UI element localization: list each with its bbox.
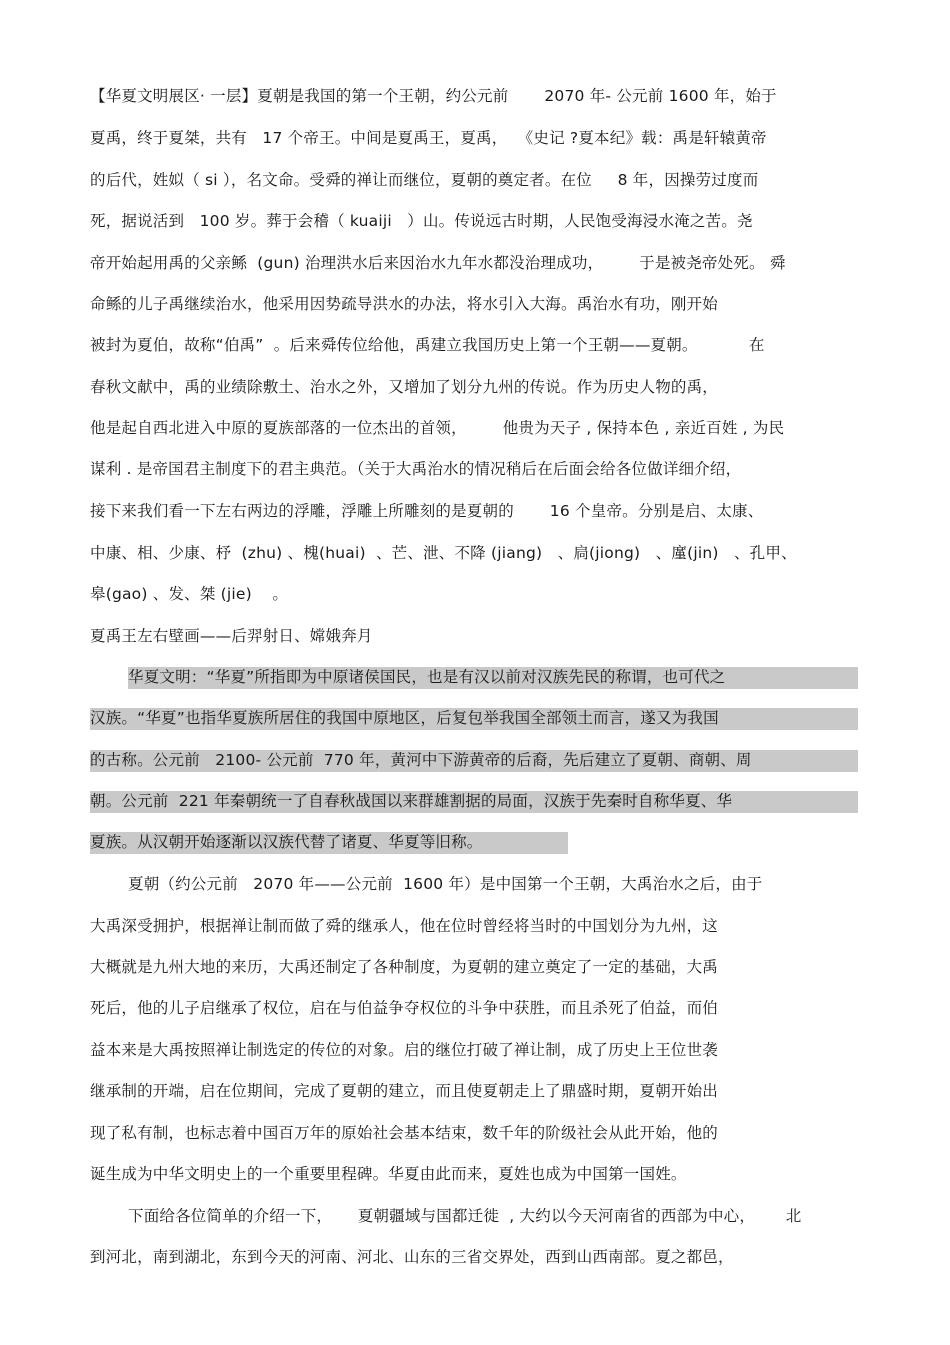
highlighted-line: 朝。公元前 221 年秦朝统一了自春秋战国以来群雄割据的局面，汉族于先秦时自称华夏、华	[90, 791, 858, 813]
paragraph-line: 谋利 . 是帝国君主制度下的君主典范。（关于大禹治水的情况稍后在后面会给各位做详细介绍，	[90, 460, 742, 478]
paragraph-line: 接下来我们看一下左右两边的浮雕，浮雕上所雕刻的是夏朝的 16 个皇帝。分别是启、太康、	[90, 502, 764, 520]
paragraph-line: 的后代，姓姒（ si ），名文命。受舜的禅让而继位，夏朝的奠定者。在位 8 年，因操劳过度而	[90, 171, 759, 189]
paragraph-line: 夏禹，终于夏桀，共有 17 个帝王。中间是夏禹王，夏禹， 《史记 ?夏本纪》载：禹是轩辕黄帝	[90, 129, 767, 147]
paragraph-line: 皋(gao) 、发、桀 (jie) 。	[90, 585, 289, 603]
paragraph-line: 下面给各位简单的介绍一下， 夏朝疆域与国都迁徙 , 大约以今天河南省的西部为中心， 北	[128, 1207, 802, 1225]
paragraph-line: 命鲧的儿子禹继续治水，他采用因势疏导洪水的办法，将水引入大海。禹治水有功，刚开始	[90, 295, 719, 313]
section-heading: 夏禹王左右壁画——后羿射日、嫦娥奔月	[90, 627, 373, 645]
paragraph-line: 中康、相、少康、杼 (zhu) 、槐(huai) 、芒、泄、不降 (jiang) 、扃(jiong) 、廑(jin) 、孔甲、	[90, 544, 797, 562]
paragraph-line: 现了私有制，也标志着中国百万年的原始社会基本结束，数千年的阶级社会从此开始，他的	[90, 1124, 719, 1142]
highlighted-line: 夏族。从汉朝开始逐渐以汉族代替了诸夏、华夏等旧称。	[90, 832, 568, 854]
paragraph-line: 诞生成为中华文明史上的一个重要里程碑。华夏由此而来，夏姓也成为中国第一国姓。	[90, 1165, 687, 1183]
paragraph-line: 死，据说活到 100 岁。葬于会稽（ kuaiji ）山。传说远古时期，人民饱受海浸水淹之苦。尧	[90, 212, 753, 230]
paragraph-line: 他是起自西北进入中原的夏族部落的一位杰出的首领， 他贵为天子 , 保持本色 , 亲近百姓 , 为民	[90, 419, 785, 437]
highlighted-line: 汉族。“华夏”也指华夏族所居住的我国中原地区，后复包举我国全部领土而言，遂又为我国	[90, 708, 858, 730]
highlighted-line: 的古称。公元前 2100- 公元前 770 年，黄河中下游黄帝的后裔，先后建立了夏朝、商朝、周	[90, 750, 858, 772]
paragraph-line: 死后，他的儿子启继承了权位，启在与伯益争夺权位的斗争中获胜，而且杀死了伯益，而伯	[90, 999, 719, 1017]
paragraph-line: 大禹深受拥护，根据禅让制而做了舜的继承人，他在位时曾经将当时的中国划分为九州，这	[90, 917, 719, 935]
paragraph-line: 益本来是大禹按照禅让制选定的传位的对象。启的继位打破了禅让制，成了历史上王位世袭	[90, 1041, 719, 1059]
paragraph-line: 被封为夏伯，故称“伯禹” 。后来舜传位给他，禹建立我国历史上第一个王朝——夏朝。 在	[90, 336, 765, 354]
paragraph-line: 【华夏文明展区· 一层】夏朝是我国的第一个王朝，约公元前 2070 年- 公元前 1600 年，始于	[90, 87, 777, 105]
paragraph-line: 继承制的开端，启在位期间，完成了夏朝的建立，而且使夏朝走上了鼎盛时期，夏朝开始出	[90, 1082, 719, 1100]
highlighted-line: 华夏文明：“华夏”所指即为中原诸侯国民，也是有汉以前对汉族先民的称谓，也可代之	[128, 667, 858, 689]
paragraph-line: 夏朝（约公元前 2070 年——公元前 1600 年）是中国第一个王朝，大禹治水之后，由于	[128, 875, 763, 893]
paragraph-line: 到河北，南到湖北，东到今天的河南、河北、山东的三省交界处，西到山西南部。夏之都邑，	[90, 1248, 734, 1266]
paragraph-line: 帝开始起用禹的父亲鲧 (gun) 治理洪水后来因治水九年水都没治理成功， 于是被尧帝处死。 舜	[90, 254, 786, 272]
paragraph-line: 春秋文献中，禹的业绩除敷土、治水之外，又增加了划分九州的传说。作为历史人物的禹，	[90, 378, 719, 396]
paragraph-line: 大概就是九州大地的来历，大禹还制定了各种制度，为夏朝的建立奠定了一定的基础，大禹	[90, 958, 719, 976]
